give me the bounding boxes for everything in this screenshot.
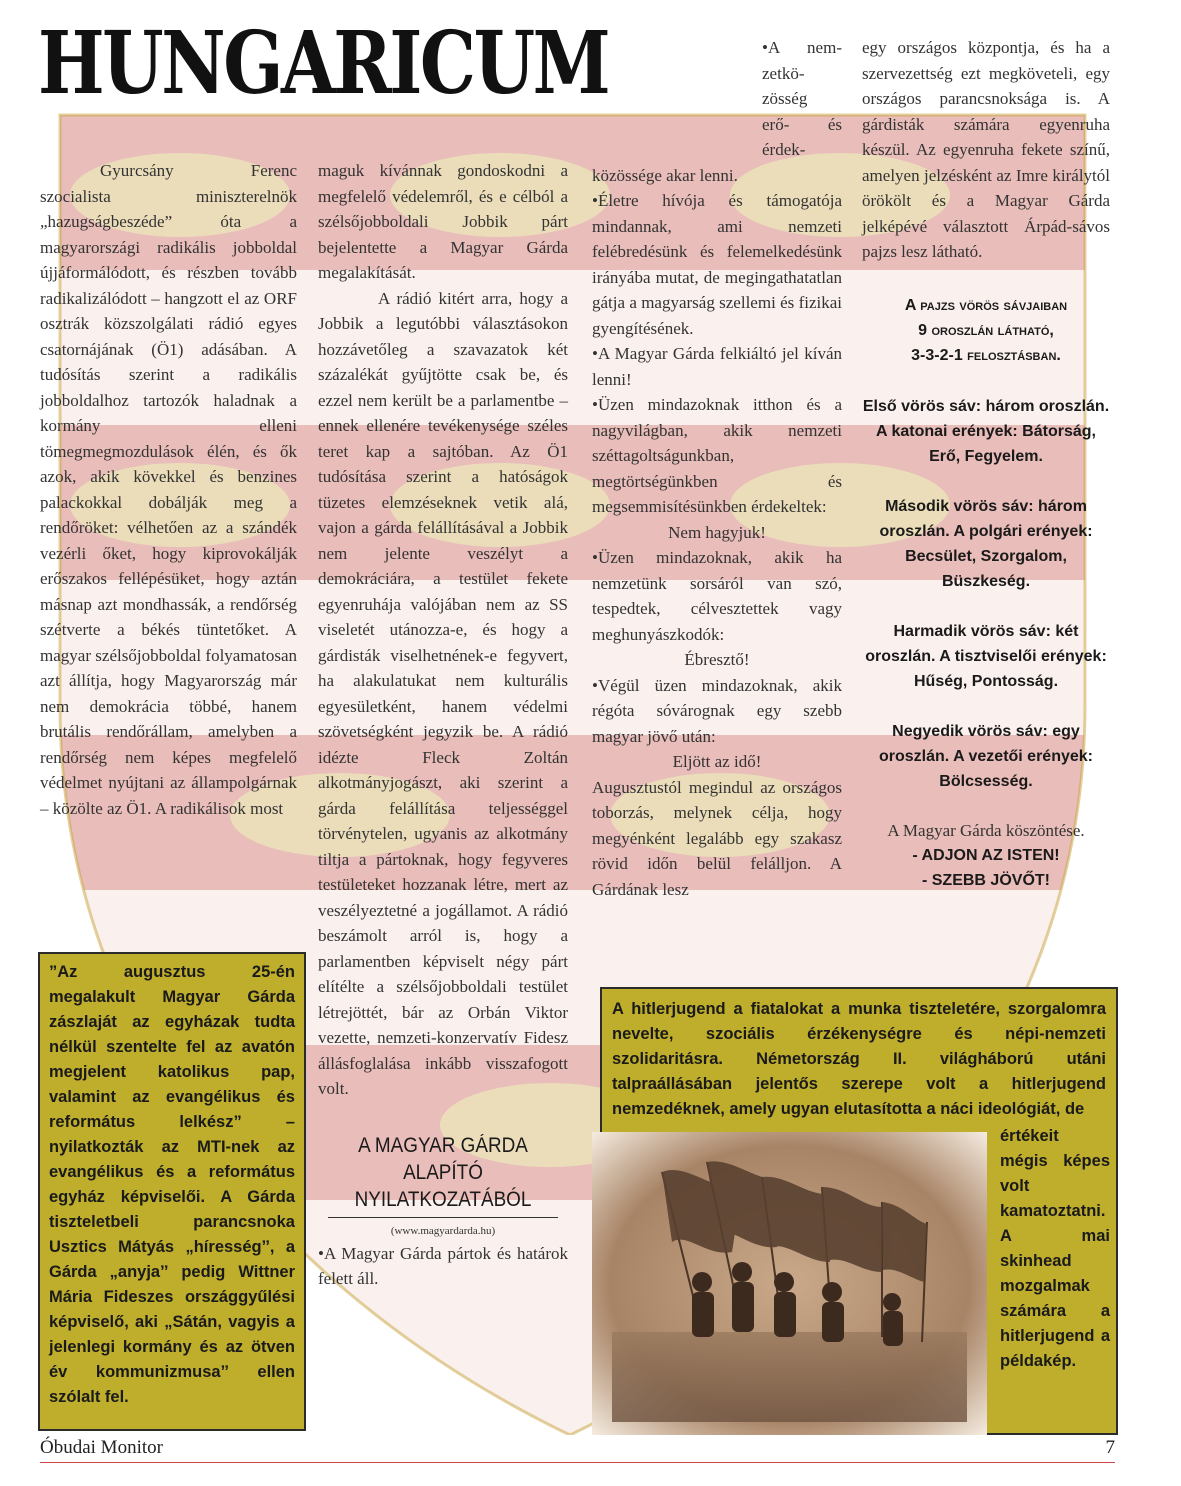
greeting-line-2: - SZEBB JÖVŐT! — [921, 872, 1050, 889]
shield-heading-line-1: A pajzs vörös sávjaiban — [904, 296, 1068, 314]
founding-heading-line-2: ALAPÍTÓ — [403, 1160, 483, 1184]
founding-heading — [331, 1132, 556, 1213]
col3-paragraph-6: Augusztustól megindul az országos toborzás, melynek célja, hogy megyénként legalább egy szakasz rövid időn belül felálljon. A Gárdának lesz — [592, 777, 842, 899]
page-title: HUNGARICUM — [38, 13, 609, 114]
stripe-2-text: Második vörös sáv: három oroszlán. A polgári erények: Becsület, Szorgalom, Büszkeség. — [879, 497, 1093, 590]
col4-paragraph-1: egy országos központja, és ha a szervezettség ezt megköveteli, egy országos parancsnoksága is. A gárdisták számára egyenruha készül. Az egyenruha fekete színű, amelyen jelzésként az Imre királytól örökölt és a Magyar Gárda jelképévé választott Árpád-sávos pajzs lesz látható. — [862, 38, 1110, 261]
founding-heading-line-1: A MAGYAR GÁRDA — [358, 1133, 528, 1157]
col3-top-line: zetkö- — [762, 63, 805, 83]
source-url: (www.magyardarda.hu) — [390, 1224, 496, 1237]
stripe-4-text: Negyedik vörös sáv: egy oroszlán. A vezetői erények: Bölcsesség. — [879, 722, 1093, 790]
col3-paragraph-4: •Üzen mindazoknak, akik ha nemzetünk sorsáról van szó, tespedtek, célvesztettek vagy meghunyászkodók: — [592, 548, 842, 644]
col3-callout-3: Eljött az idő! — [672, 752, 762, 771]
stripe-3-text: Harmadik vörös sáv: két oroszlán. A tisztviselői erények: Hűség, Pontosság. — [865, 622, 1107, 690]
footer-rule — [40, 1462, 1115, 1463]
quote-box-text: ”Az augusztus 25-én megalakult Magyar Gárda zászlaját az egyházak tudta nélkül szentelte fel az avatón megjelent katolikus pap, valamint az evangélikus és református lelkész” – nyilatkozták az MTI-nek az evangélikus és a református egyház képviselői. A Gárda tiszteletbeli parancsnoka Usztics Mátyás „hírességˮ, a Gárda „anyjaˮ pedig Wittner Mária Fideszes országgyűlési képviselő, aki „Sátán, vagyis a jelenlegi kormány és az ötven év kommunizmusaˮ ellen szólalt fel. — [49, 963, 295, 1406]
col3-paragraph-0: közössége akar lenni. — [592, 165, 738, 185]
col3-paragraph-5: •Végül üzen mindazoknak, akik régóta sóvárognak egy szebb magyar jövő után: — [592, 675, 842, 746]
greeting-label: A Magyar Gárda köszöntése. — [887, 820, 1085, 840]
column-4 — [862, 35, 1110, 893]
shield-heading-line-2: 9 oroszlán látható, — [918, 321, 1054, 339]
col2-paragraph-1: maguk kívánnak gondoskodni a megfelelő védelemről, és e célból a szélsőjobboldali Jobbik párt bejelentette a Magyar Gárda megalakítását. — [318, 161, 568, 282]
quote-box — [38, 952, 306, 1431]
stripe-1-text: Első vörös sáv: három oroszlán. A katonai erények: Bátorság, Erő, Fegyelem. — [862, 397, 1110, 465]
col3-paragraph-1: •Életre hívója és támogatója mindannak, ami nemzeti felébredésünk és felemelkedésünk irányába mutat, de megingathatatlan gátja a magyarság szellemi és fizikai gyengítésének. — [592, 191, 842, 338]
shield-heading-line-3: 3-3-2-1 felosztásban. — [911, 346, 1061, 364]
col3-top-line: érdek- — [762, 140, 806, 159]
col3-top-line: •A nem- — [762, 38, 842, 57]
col1-paragraph: Gyurcsány Ferenc szocialista miniszterelnök „hazugságbeszéde” óta a magyarországi radikális jobboldal újjáformálódott, és részben tovább radikalizálódott – hangzott el az ORF osztrák közszolgálati rádió egyes csatornájának (Ö1) adásában. A tudósítás szerint a radikális jobboldalhoz tartozók haladnak a kormány elleni tömegmegmozdulások élén, és ők azok, akik kövekkel és benzines palackokkal dobálják meg a rendőröket: vélhetően az a szándék vezérli őket, hogy kiprovokálják erőszakos fellépésüket, hogy aztán másnap azt mondhassák, a rendőrség szétverte a békés tüntetőket. A magyar szélsőjobboldal folyamatosan azt állítja, hogy Magyarország már nem demokrácia többé, hanem brutális rendőrállam, amelyben a rendőrség nem képes megfelelő védelmet nyújtani az állampolgárnak – közölte az Ö1. A radikálisok most — [40, 161, 297, 818]
footer-publication: Óbudai Monitor — [40, 1437, 163, 1458]
col2-paragraph-2: A rádió kitért arra, hogy a Jobbik a legutóbbi választásokon hozzávetőleg a szavazatok két százalékát gyűjtötte csak be, és ezzel nem került be a parlamentbe – ennek ellenére tevékenysége széles teret kap a sajtóban. Az Ö1 tudósítása szerint a hatóságok tüzetes elemzéseknek vetik alá, vajon a gárda felállításával a Jobbik nem jelente veszélyt a demokráciára, a testület fekete egyenruhája valójában nem az SS viseletét utánozza-e, és hogy a gárdisták viselhetnének-e fegyvert, ha alakulatukat nem kulturális egyesületként, hanem védelmi szövetségként jegyzik be. A rádió idézte Fleck Zoltán alkotmányjogászt, aki szerint a gárda felállítása teljességgel törvénytelen, ugyanis az alkotmány tiltja a pártoknak, hogy fegyveres testületeket hozzanak létre, mert az veszélyeztetné a jogállamot. A rádió beszámolt arról is, hogy a parlamentben képviselt négy párt elítélte a szélsőjobboldali testület létrejöttét, bár az Orbán Viktor vezette, nemzeti-konzervatív Fidesz állásfoglalása inkább visszafogott volt. — [318, 288, 568, 1098]
col3-top-line: zösség — [762, 89, 808, 108]
col3-paragraph-3: •Üzen mindazoknak itthon és a nagyvilágban, akik nemzeti széttagoltságunkban, megtörtségünkben és megsemmisítésünkben érdekeltek: — [592, 395, 842, 516]
greeting-line-1: - ADJON AZ ISTEN! — [912, 847, 1060, 864]
hitlerjugend-text-side: értékeit mégis képes volt kamatoztatni. A mai skinhead mozgalmak számára a hitlerjugend a példakép. — [1000, 1127, 1110, 1370]
col3-callout-2: Ébresztő! — [684, 650, 750, 669]
hitlerjugend-text-top: A hitlerjugend a fiatalokat a munka tiszteletére, szorgalomra nevelte, szociális érzékenységre és népi-nemzeti szolidaritásra. Németország II. világháború utáni talpraállásában jelentős szerepe volt a hitlerjugend nemzedéknek, amely ugyan elutasította a náci ideológiát, de — [612, 1000, 1106, 1118]
shield-heading — [862, 293, 1110, 368]
marching-youth-photo — [592, 1132, 987, 1435]
column-3 — [592, 35, 842, 902]
col3-top-line: erő- és — [762, 114, 842, 134]
column-2 — [318, 158, 568, 1292]
column-1 — [40, 158, 297, 821]
founding-heading-line-3: NYILATKOZATÁBÓL — [354, 1187, 532, 1211]
col3-callout-1: Nem hagyjuk! — [668, 522, 766, 542]
col2-paragraph-3: •A Magyar Gárda pártok és határok felett áll. — [318, 1243, 568, 1288]
footer-page-number: 7 — [1105, 1437, 1115, 1458]
col3-paragraph-2: •A Magyar Gárda felkiáltó jel kíván lenni! — [592, 344, 842, 389]
